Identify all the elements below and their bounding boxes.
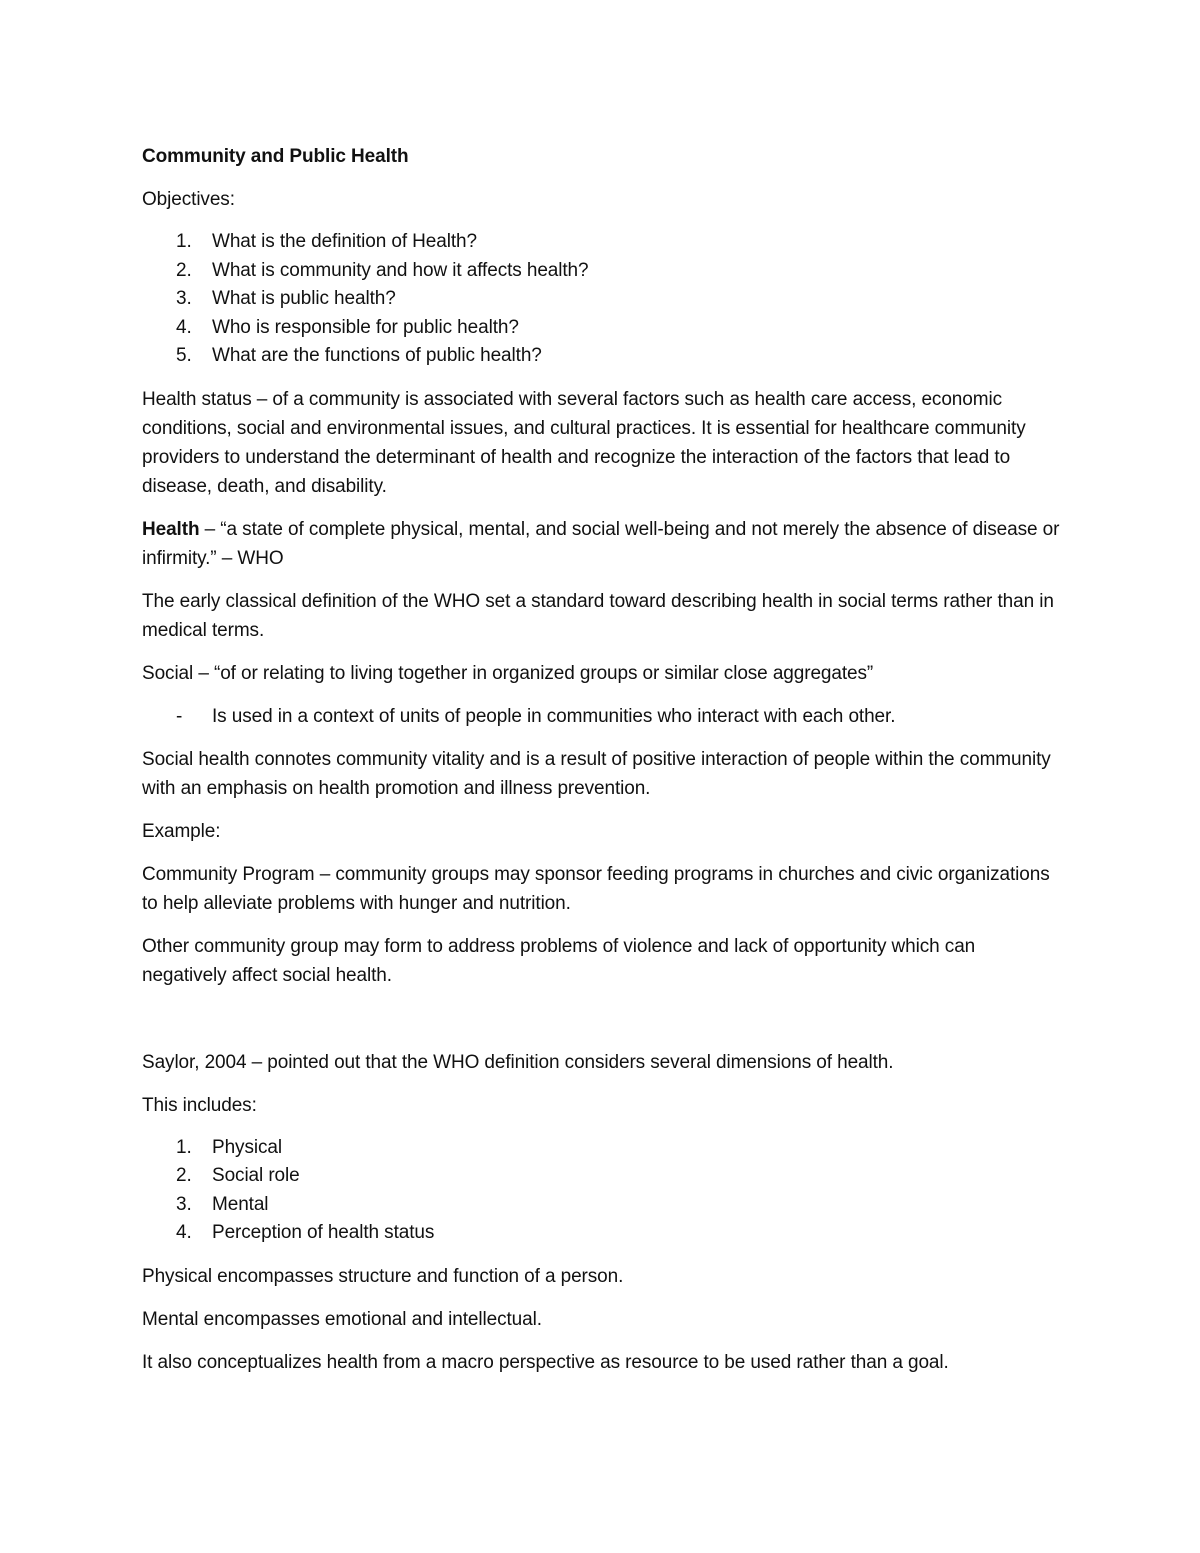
objective-text: What is community and how it affects health?: [212, 259, 589, 281]
dash-marker: -: [176, 705, 183, 727]
objectives-list: [142, 228, 1062, 371]
dimension-item: [142, 1191, 1062, 1220]
macro-paragraph: It also conceptualizes health from a macro perspective as resource to be used rather than a goal.: [142, 1351, 949, 1373]
health-term: Health: [142, 518, 200, 540]
list-number: 1.: [176, 231, 192, 252]
list-number: 5.: [176, 345, 192, 366]
health-definition-text: – “a state of complete physical, mental, and social well-being and not merely the absence of disease or infirmity.” – WHO: [142, 518, 1060, 569]
objective-item: [142, 342, 1062, 371]
health-definition-paragraph: [142, 515, 1062, 573]
physical-paragraph: Physical encompasses structure and function of a person.: [142, 1265, 624, 1287]
objective-item: [142, 314, 1062, 343]
dimensions-list: [142, 1134, 1062, 1248]
objective-item: [142, 285, 1062, 314]
dimension-item: [142, 1134, 1062, 1163]
includes-label: This includes:: [142, 1094, 257, 1116]
list-number: 2.: [176, 1165, 192, 1186]
other-group-paragraph: Other community group may form to address problems of violence and lack of opportunity which can negatively affect social health.: [142, 935, 976, 986]
dimension-item: [142, 1162, 1062, 1191]
blank-line: [142, 1004, 1062, 1048]
list-number: 1.: [176, 1136, 192, 1158]
objective-text: What are the functions of public health?: [212, 345, 542, 366]
social-bullet-item: [142, 702, 1062, 731]
social-paragraph: Social – “of or relating to living together in organized groups or similar close aggregates”: [142, 662, 874, 684]
dimension-text: Mental: [212, 1193, 269, 1215]
dimension-text: Social role: [212, 1165, 300, 1186]
document-body: [142, 142, 1062, 1391]
dimension-text: Perception of health status: [212, 1222, 435, 1243]
list-number: 4.: [176, 1222, 192, 1243]
social-bullet-text: Is used in a context of units of people in communities who interact with each other.: [212, 705, 896, 727]
objective-text: What is the definition of Health?: [212, 231, 477, 252]
early-definition-paragraph: The early classical definition of the WHO set a standard toward describing health in social terms rather than in medical terms.: [142, 590, 1054, 641]
list-number: 3.: [176, 288, 192, 309]
list-number: 4.: [176, 316, 192, 338]
social-health-paragraph: Social health connotes community vitality and is a result of positive interaction of people within the community with an emphasis on health promotion and illness prevention.: [142, 748, 1051, 799]
social-bullet-list: [142, 702, 1062, 731]
list-number: 2.: [176, 259, 192, 281]
objective-item: [142, 257, 1062, 286]
list-number: 3.: [176, 1193, 192, 1215]
objective-item: [142, 228, 1062, 257]
example-label: Example:: [142, 820, 221, 842]
objective-text: What is public health?: [212, 288, 396, 309]
saylor-paragraph: Saylor, 2004 – pointed out that the WHO definition considers several dimensions of health.: [142, 1051, 894, 1073]
objectives-label: Objectives:: [142, 189, 235, 210]
objective-text: Who is responsible for public health?: [212, 316, 519, 338]
dimension-text: Physical: [212, 1136, 282, 1158]
document-title: Community and Public Health: [142, 146, 409, 167]
mental-paragraph: Mental encompasses emotional and intellectual.: [142, 1308, 542, 1330]
health-status-paragraph: Health status – of a community is associated with several factors such as health care access, economic conditions, social and environmental issues, and cultural practices. It is essential for healthcare community providers to understand the determinant of health and recognize the interaction of the factors that lead to disease, death, and disability.: [142, 388, 1026, 497]
dimension-item: [142, 1219, 1062, 1248]
community-program-paragraph: Community Program – community groups may sponsor feeding programs in churches and civic organizations to help alleviate problems with hunger and nutrition.: [142, 863, 1050, 914]
